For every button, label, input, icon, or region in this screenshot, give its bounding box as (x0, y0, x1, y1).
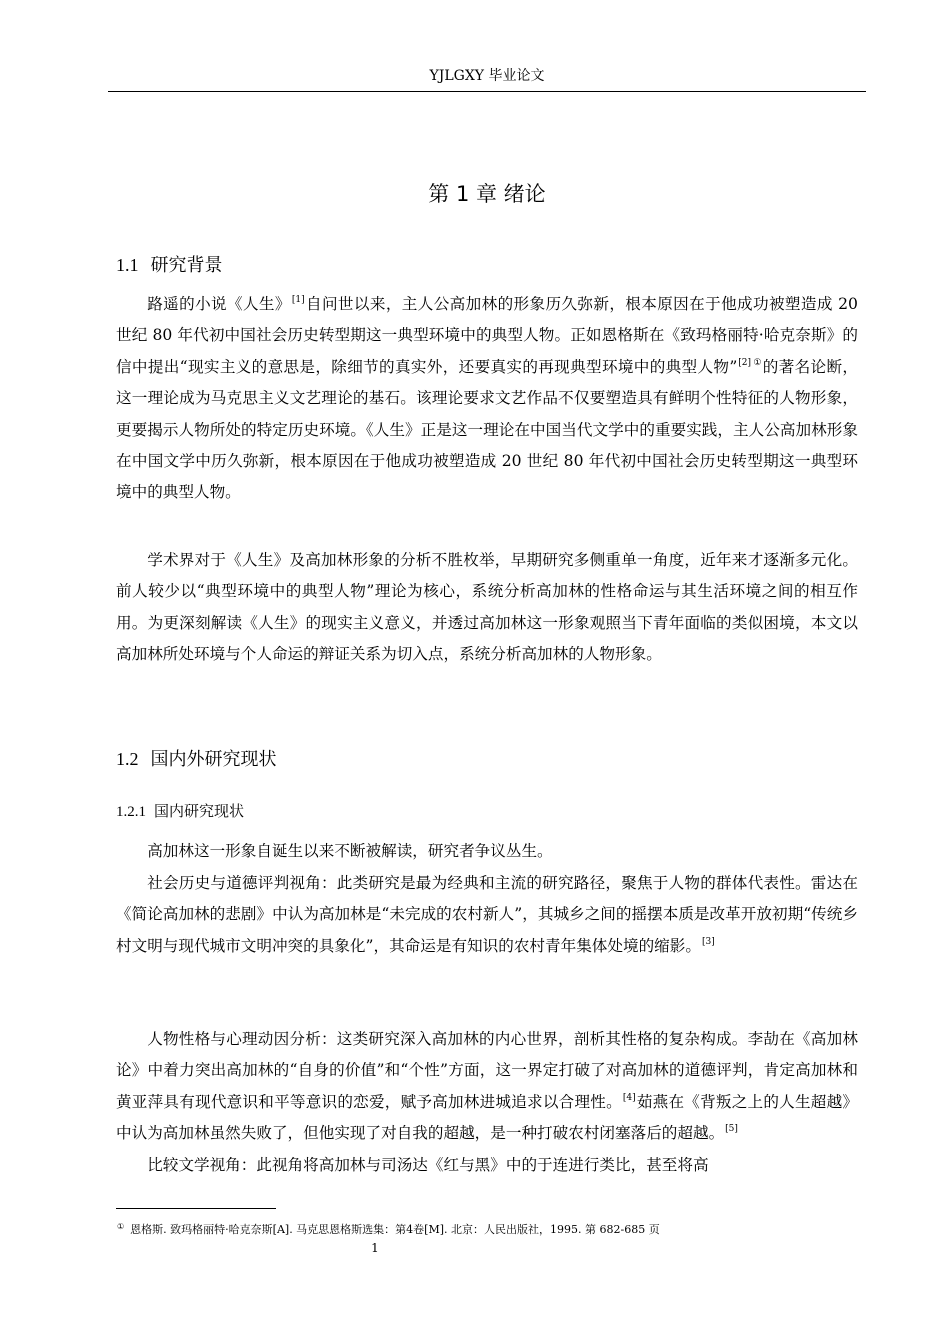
paragraph-text: 路遥的小说《人生》 (147, 295, 291, 313)
section-title: 国内外研究现状 (150, 749, 277, 770)
page-number: 1 (371, 1241, 379, 1255)
section-heading-1-1 (116, 251, 223, 280)
footnote-separator (116, 1208, 276, 1209)
paragraph-text: 人物性格与心理动因分析：这类研究深入高加林的内心世界，剖析其性格的复杂构成。李劼在《高加林论》中着力突出高加林的“自身的价值”和“个性”方面，这一界定打破了对高加林的道德评判，肯定高加林和黄亚萍具有现代意识和平等意识的恋爱，赋予高加林进城追求以合理性。 (116, 1030, 858, 1111)
footnote-mark: ① (117, 1222, 125, 1231)
page-header (108, 66, 866, 92)
paragraph-text: 的著名论断，这一理论成为马克思主义文艺理论的基石。该理论要求文艺作品不仅要塑造具有鲜明个性特征的人物形象，更要揭示人物所处的特定历史环境。《人生》正是这一理论在中国当代文学中的重要实践，主人公高加林形象在中国文学中历久弥新，根本原因在于他成功被塑造成 20 世纪 80 年代初中国社会历史转型期这一典型环境中的典型人物。 (116, 357, 858, 502)
section-heading-1-2 (116, 745, 277, 774)
citation-ref: [4] (622, 1092, 636, 1103)
paragraph-domestic-2 (116, 868, 858, 962)
paragraph-text: 自问世以来，主人公高加林的形象历久弥新，根本原因在于他成功被塑造成 20 世纪 80 年代初中国社会历史转型期这一典型环境中的典型人物。正如恩格斯在《致玛格丽特·哈克奈斯》的信中提出“现实主义的意思是，除细节的真实外，还要真实的再现典型环境中的典型人物” (116, 295, 858, 376)
chapter-title: 第 1 章 绪论 (428, 182, 546, 206)
footnote-marker: ① (753, 357, 762, 368)
paragraph-background-2: 学术界对于《人生》及高加林形象的分析不胜枚举，早期研究多侧重单一角度，近年来才逐渐多元化。前人较少以“典型环境中的典型人物”理论为核心，系统分析高加林的性格命运与其生活环境之间的相互作用。为更深刻解读《人生》的现实主义意义，并透过高加林这一形象观照当下青年面临的类似困境，本文以高加林所处环境与个人命运的辩证关系为切入点，系统分析高加林的人物形象。 (116, 551, 858, 664)
section-title: 国内研究现状 (154, 802, 245, 820)
paragraph-text: 社会历史与道德评判视角：此类研究是最为经典和主流的研究路径，聚焦于人物的群体代表性。雷达在《简论高加林的悲剧》中认为高加林是“未完成的农村新人”，其城乡之间的摇摆本质是改革开放初期“传统乡村文明与现代城市文明冲突的具象化”，其命运是有知识的农村青年集体处境的缩影。 (116, 874, 858, 955)
footnote-text: 恩格斯. 致玛格丽特·哈克奈斯[A]. 马克思恩格斯选集：第4卷[M]. 北京：人民出版社，1995. 第 682-685 页 (130, 1223, 660, 1236)
citation-ref: [1] (291, 295, 305, 305)
paragraph-text: 茹燕在《背叛之上的人生超越》中认为高加林虽然失败了，但他实现了对自我的超越，是一种打破农村闭塞落后的超越。 (116, 1092, 858, 1143)
paragraph-domestic-3 (116, 1024, 858, 1150)
paragraph-domestic-1: 高加林这一形象自诞生以来不断被解读，研究者争议丛生。 (147, 842, 553, 860)
subsection-heading-1-2-1 (116, 799, 244, 824)
paragraph-background-1 (116, 289, 858, 509)
footnote (116, 1222, 858, 1238)
section-number: 1.2.1 (116, 804, 146, 820)
citation-ref: [5] (725, 1124, 738, 1135)
paragraph-domestic-4: 比较文学视角：此视角将高加林与司汤达《红与黑》中的于连进行类比，甚至将高 (147, 1156, 709, 1174)
citation-ref: [3] (701, 936, 715, 947)
section-number: 1.1 (116, 255, 139, 275)
header-title: YJLGXY 毕业论文 (429, 68, 545, 84)
section-number: 1.2 (116, 749, 139, 769)
section-title: 研究背景 (150, 255, 223, 276)
citation-ref: [2] (738, 357, 752, 368)
